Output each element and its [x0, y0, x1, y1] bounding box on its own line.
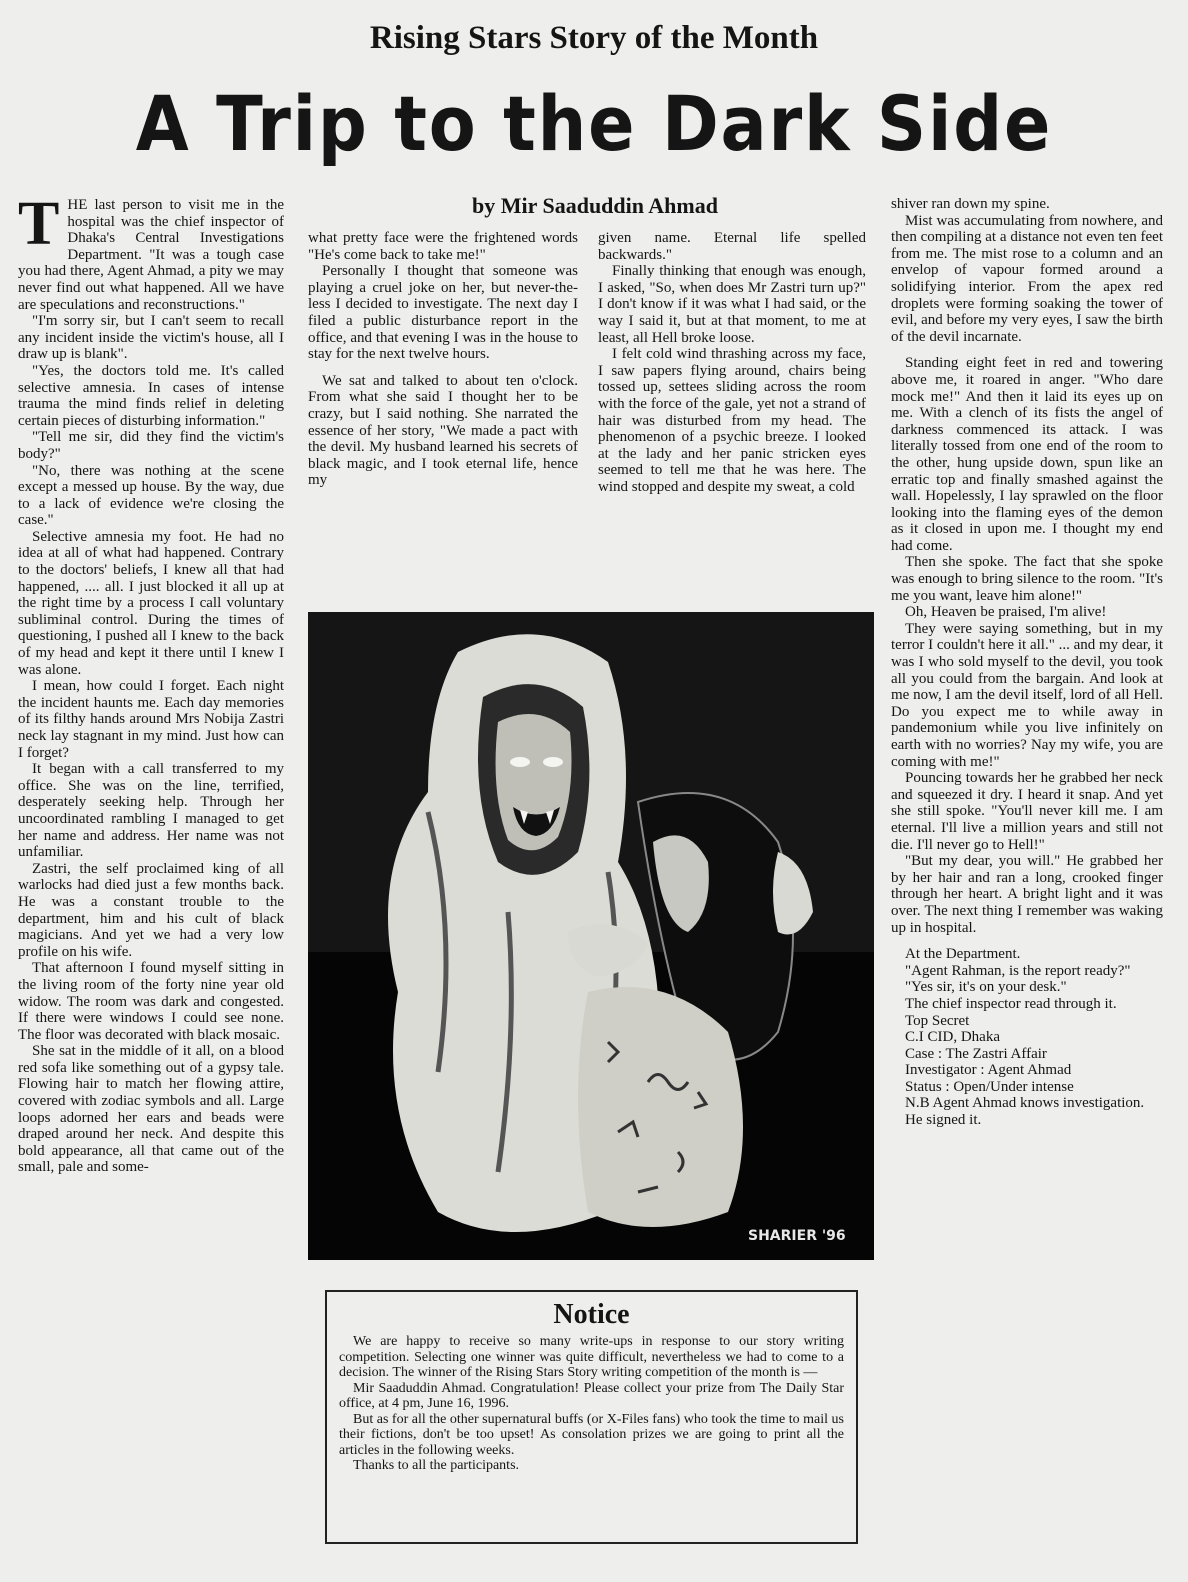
article-column-1 — [18, 197, 284, 1569]
paragraph: Zastri, the self proclaimed king of all warlocks had died just a few months back. He was a constant trouble to the department, him and his cult of black magicians. And yet we had a very low profile on his wife. — [18, 860, 284, 960]
paragraph: Investigator : Agent Ahmad — [905, 1062, 1072, 1079]
paragraph: Then she spoke. The fact that she spoke was enough to bring silence to the room. "It's me you want, leave him alone!" — [891, 554, 1163, 604]
paragraph: Oh, Heaven be praised, I'm alive! — [905, 604, 1107, 621]
section-kicker: Rising Stars Story of the Month — [369, 20, 819, 56]
artist-signature: SHARIER '96 — [748, 1228, 846, 1244]
paragraph: We sat and talked to about ten o'clock. From what she said I thought her to be crazy, but I said nothing. She narrated the essence of her story, "We made a pact with the devil. My husband learned his secrets of black magic, and I took eternal life, hence my — [308, 372, 578, 489]
paragraph: They were saying something, but in my terror I couldn't here it all." ... and my dear, it was I who sold myself to the devil, you took all you could from the bargain. And look at me now, I am the devil itself, lord of all Hell. Do you expect me to while away in pandemonium while you live infinitely on earth with no worries? Nay my wife, you are coming with me!" — [891, 620, 1163, 770]
paragraph: "Agent Rahman, is the report ready?" — [905, 962, 1131, 979]
paragraph: Case : The Zastri Affair — [905, 1045, 1047, 1062]
devil-and-woman-drawing — [308, 612, 874, 1260]
paragraph: shiver ran down my spine. — [891, 196, 1050, 212]
paragraph: At the Department. — [905, 946, 1021, 963]
paragraph: I mean, how could I forget. Each night the incident haunts me. Each day memories of its filthy hands around Mrs Nobija Zastri neck lay stagnant in my mind. Just how can I forget? — [18, 678, 284, 761]
story-headline: A Trip to the Dark Side — [135, 79, 1053, 168]
paragraph: "No, there was nothing at the scene except a messed up house. By the way, due to a lack of evidence we're closing the case." — [18, 462, 284, 529]
paragraph: "Yes sir, it's on your desk." — [905, 979, 1067, 996]
paragraph: what pretty face were the frightened words "He's come back to take me!" — [308, 230, 578, 263]
paragraph: That afternoon I found myself sitting in the living room of the forty nine year old widow. The room was dark and congested. If there were windows I could see none. The floor was decorated with black mosaic. — [18, 960, 284, 1043]
paragraph: The chief inspector read through it. — [905, 995, 1117, 1012]
paragraph: Personally I thought that someone was playing a cruel joke on her, but never-the-less I decided to investigate. The next day I filed a public disturbance report in the office, and that evening I was in the house to stay for the next twelve hours. — [308, 263, 578, 363]
byline: by Mir Saaduddin Ahmad — [472, 193, 718, 218]
paragraph: "Tell me sir, did they find the victim's body?" — [18, 429, 284, 462]
paragraph: Finally thinking that enough was enough, I asked, "So, when does Mr Zastri turn up?" I don't know if it was what I had said, or the way I said it, but at that moment, to me at least, all Hell broke loose. — [598, 263, 866, 346]
paragraph: "I'm sorry sir, but I can't seem to recall any incident inside the victim's house, all I draw up is blank". — [18, 313, 284, 363]
paragraph: Selective amnesia my foot. He had no idea at all of what had happened. Contrary to the doctors' beliefs, I knew all that had happened, .... all. I just blocked it all up at the right time by a process I call voluntary subliminal control. During the times of questioning, I pushed all I knew to the back of my head and kept it there until I knew I was alone. — [18, 528, 284, 678]
paragraph: "But my dear, you will." He grabbed her by her hair and ran a long, crooked finger through her heart. A bright light and it was over. The next thing I remember was waking up in hospital. — [891, 853, 1163, 936]
article-column-2 — [308, 230, 578, 600]
paragraph: Standing eight feet in red and towering above me, it roared in anger. "Who dare mock me!" And then it laid its eyes up on me. With a clench of its fists the angel of darkness commenced its attack. I was literally tossed from one end of the room to the other, hung upside down, spun like an erratic top and finally smashed against the wall. Hopelessly, I lay sprawled on the floor looking into the flaming eyes of the demon as it closed in upon me. I thought my end had come. — [891, 355, 1163, 554]
notice-paragraph: We are happy to receive so many write-ups in response to our story writing competition. Selecting one winner was quite difficult, nevertheless we had to come to a decision. The winner of the Rising Stars Story writing competition of the month is — — [339, 1334, 844, 1380]
article-column-4 — [891, 196, 1163, 1568]
paragraph: Mist was accumulating from nowhere, and then compiling at a distance not even ten feet from me. The mist rose to a column and an envelop of vapour formed around a solidifying interior. From the apex red droplets were forming soaking the tower of evil, and before my very eyes, I saw the birth of the devil incarnate. — [891, 212, 1163, 345]
notice-paragraph: But as for all the other supernatural buffs (or X-Files fans) who took the time to mail us their fictions, don't be too upset! As consolation prizes we are going to print all the articles in the following weeks. — [339, 1411, 844, 1458]
notice-paragraph: Mir Saaduddin Ahmad. Congratulation! Please collect your prize from The Daily Star office, at 4 pm, June 16, 1996. — [339, 1380, 844, 1411]
paragraph: C.I CID, Dhaka — [905, 1029, 1000, 1046]
paragraph: given name. Eternal life spelled backwards." — [598, 230, 866, 263]
paragraph: It began with a call transferred to my office. She was on the line, terrified, desperately seeking help. Through her uncoordinated rambling I managed to get her name and address. Her name was not unfamiliar. — [18, 761, 284, 861]
article-column-3 — [598, 230, 866, 600]
paragraph: Status : Open/Under intense — [905, 1078, 1074, 1095]
paragraph: She sat in the middle of it all, on a blood red sofa like something out of a gypsy tale. Flowing hair to match her flowing attire, covered with zodiac symbols and all. Large loops adorned her ears and beads were draped around her neck. And despite this bold appearance, all that came out of the small, pale and some- — [18, 1043, 284, 1176]
paragraph: "Yes, the doctors told me. It's called selective amnesia. In cases of intense trauma the mind finds relief in deleting certain pieces of disturbing information." — [18, 362, 284, 429]
paragraph: N.B Agent Ahmad knows investigation. — [905, 1095, 1145, 1112]
drop-cap: T — [18, 197, 60, 258]
paragraph: Pouncing towards her he grabbed her neck and squeezed it dry. I heard it snap. And yet she still spoke. "You'll never kill me. I am eternal. I'll live a million years and still not die. I'll never go to Hell!" — [891, 770, 1163, 853]
notice-title: Notice — [553, 1299, 630, 1330]
paragraph: I felt cold wind thrashing across my face, I saw papers flying around, chairs being tossed up, settees sliding across the room with the force of the gale, yet not a strand of hair was disturbed from my head. The phenomenon of a psychic breeze. I looked at the lady and her panic stricken eyes seemed to tell me that he was here. The wind stopped and despite my sweat, a cold — [598, 346, 866, 495]
paragraph: Top Secret — [905, 1012, 970, 1029]
story-illustration — [308, 612, 874, 1260]
paragraph: He signed it. — [905, 1112, 982, 1129]
paragraph: HE last person to visit me in the hospital was the chief inspector of Dhaka's Central Investigations Department. "It was a tough case you had there, Agent Ahmad, a pity we may never find out what happened. All we have are speculations and reconstructions." — [18, 197, 284, 313]
notice-paragraph: Thanks to all the participants. — [353, 1458, 520, 1473]
notice-box — [325, 1290, 858, 1544]
